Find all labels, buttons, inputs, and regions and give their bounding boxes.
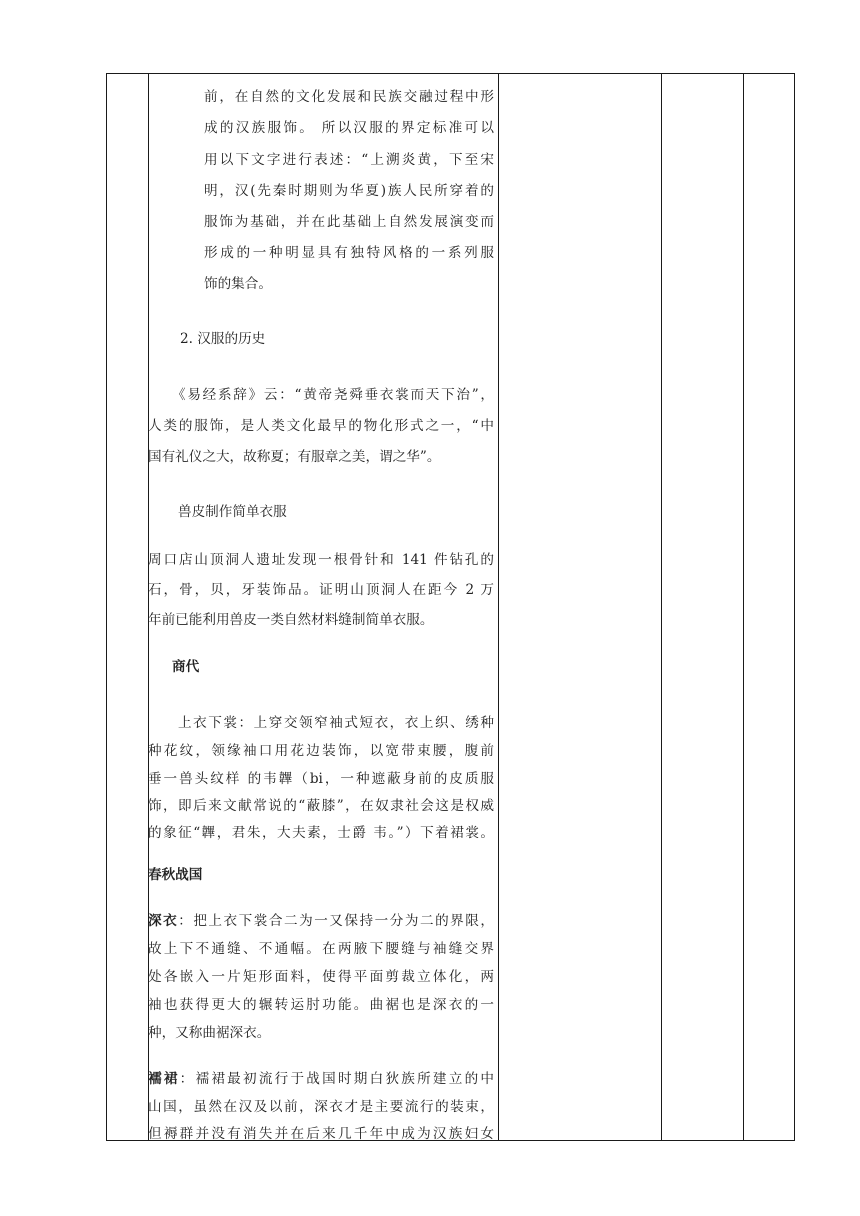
shenyi-line (148, 911, 494, 931)
fur-line: 石，骨，贝，牙装饰品。证明山顶洞人在距今 2 万 (148, 582, 494, 598)
ruqun-term: 襦裙 (148, 1071, 180, 1087)
quote-line: 国有礼仪之大，故称夏；有服章之美，谓之华”。 (148, 449, 441, 465)
shenyi-line: 种，又称曲裾深衣。 (148, 1025, 271, 1041)
quote-line: 《易经系辞》云：“黄帝尧舜垂衣裳而天下治”， (172, 387, 494, 403)
definition-line: 饰的集合。 (204, 276, 272, 292)
shenyi-line: 处各嵌入一片矩形面料，使得平面剪裁立体化，两 (148, 969, 494, 985)
fur-heading: 兽皮制作简单衣服 (178, 504, 287, 520)
definition-line: 前，在自然的文化发展和民族交融过程中形 (204, 89, 494, 105)
fur-line: 年前已能利用兽皮一类自然材料缝制简单衣服。 (148, 612, 434, 628)
shang-line: 的象征“韠，君朱，大夫素，士爵 韦。”）下着裙裳。 (148, 825, 494, 841)
shenyi-text: ：把上衣下裳合二为一又保持一分为二的界限， (178, 913, 494, 929)
shang-line: 种花纹，领缘袖口用花边装饰，以宽带束腰，腹前 (148, 743, 494, 759)
table-col-border (661, 73, 662, 1141)
definition-line: 成的汉族服饰。 所以汉服的界定标准可以 (204, 120, 494, 136)
ruqun-text: ：襦裙最初流行于战国时期白狄族所建立的中 (179, 1071, 495, 1087)
content-cell (148, 73, 498, 1141)
table-col-border (498, 73, 499, 1141)
shenyi-line: 故上下不通缝、不通幅。在两腋下腰缝与袖缝交界 (148, 941, 494, 957)
definition-line: 形成的一种明显具有独特风格的一系列服 (204, 245, 494, 261)
definition-line: 服饰为基础，并在此基础上自然发展演变而 (204, 214, 494, 230)
ruqun-line: 山国，虽然在汉及以前，深衣才是主要流行的装束， (148, 1099, 494, 1115)
shang-line: 垂一兽头纹样 的韦韠（bi，一种遮蔽身前的皮质服 (148, 771, 494, 787)
shang-line: 饰，即后来文献常说的“蔽膝”，在奴隶社会这是权威 (148, 798, 494, 814)
table-col-border (794, 73, 795, 1141)
shenyi-term: 深衣 (148, 913, 179, 929)
warring-states-heading: 春秋战国 (148, 867, 203, 883)
ruqun-line: 但褥群并没有消失并在后来几千年中成为汉族妇女 (148, 1126, 494, 1141)
shang-line: 上衣下裳：上穿交领窄袖式短衣，衣上织、绣种 (178, 715, 494, 731)
shang-heading: 商代 (172, 659, 200, 675)
fur-line: 周口店山顶洞人遗址发现一根骨针和 141 件钻孔的 (148, 552, 494, 568)
table-col-border (743, 73, 744, 1141)
definition-line: 用以下文字进行表述：“上溯炎黄，下至宋 (204, 152, 494, 168)
shenyi-line: 袖也获得更大的辗转运肘功能。曲裾也是深衣的一 (148, 997, 494, 1013)
quote-line: 人类的服饰，是人类文化最早的物化形式之一，“中 (148, 418, 494, 434)
table-col-border (106, 73, 107, 1141)
definition-line: 明，汉(先秦时期则为华夏)族人民所穿着的 (204, 183, 494, 199)
history-heading: 2. 汉服的历史 (180, 331, 266, 347)
ruqun-line (148, 1069, 494, 1089)
